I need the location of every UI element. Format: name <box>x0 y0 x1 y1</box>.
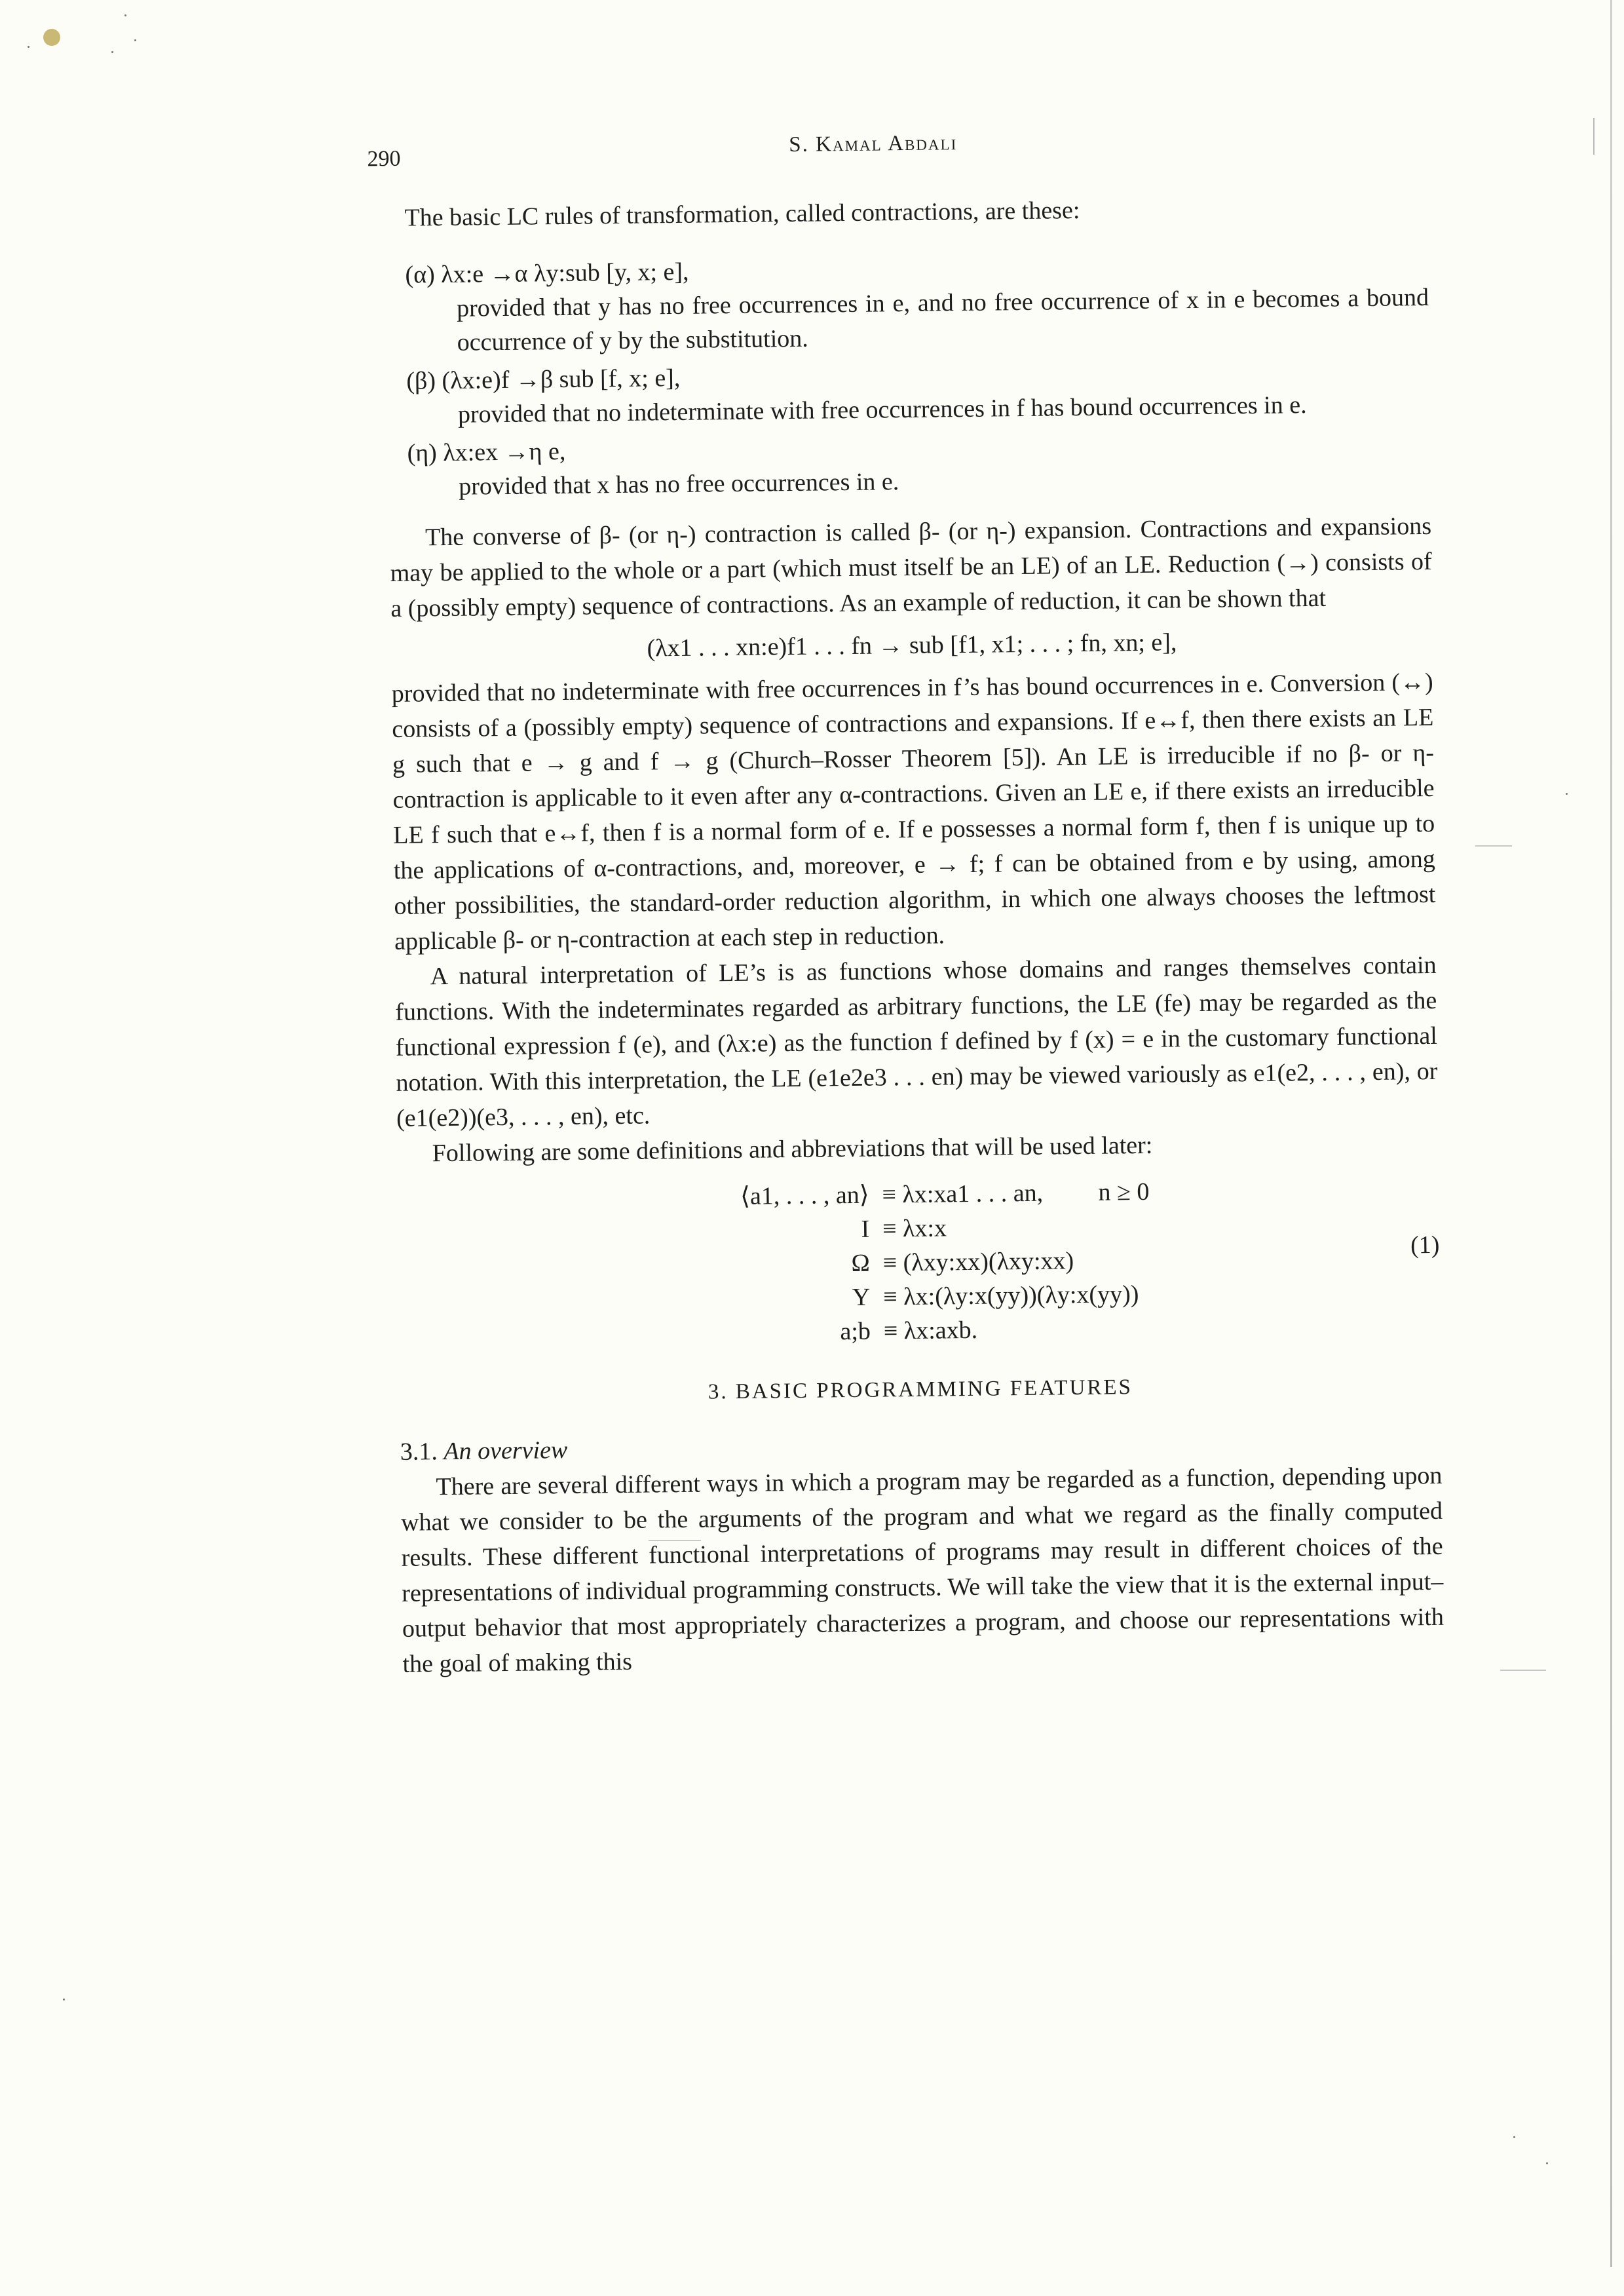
intro-paragraph: The basic LC rules of transformation, called contractions, are these: <box>404 196 1080 232</box>
subsection-number: 3.1. <box>400 1438 438 1466</box>
section-title: 3. BASIC PROGRAMMING FEATURES <box>708 1375 1133 1404</box>
margin-mark <box>1593 118 1595 155</box>
rule-alpha <box>405 246 1429 360</box>
scan-speck <box>1566 793 1568 795</box>
rule-condition: provided that y has no free occurrences in e, and no free occurrence of x in e becomes a bound occurrence of y by the substitution. <box>456 283 1429 356</box>
rule-label: (η) <box>407 439 438 467</box>
paper-right-edge <box>1610 0 1612 2267</box>
scan-speck <box>124 14 126 16</box>
definition-lhs: a;b <box>840 1317 871 1346</box>
rule-label: (β) <box>406 367 436 395</box>
rule-condition: provided that x has no free occurrences in e. <box>458 468 899 501</box>
conversion-paragraph: provided that no indeterminate with free occurrences in f’s has bound occurrences in e. Conversion (↔) consists of a (possibly empty) sequence of contractions and expansions. If e↔f, then there exists an LE g such that e → g and f → g (Church–Rosser Theorem [5]). An LE is irreducible if no β- or η-contraction is applicable to it even after any α-contractions. Given an LE e, if there exists an irreducible LE f such that e↔f, then f is a normal form of e. If e possesses a normal form f, then f is unique up to the applications of α-contractions, and, moreover, e → f; f can be obtained from e by using, among other possibilities, the standard-order reduction algorithm, in which one always chooses the leftmost applicable β- or η-contraction at each step in reduction. <box>391 668 1436 955</box>
definition-rhs: ≡ λx:(λy:x(yy))(λy:x(yy)) <box>883 1280 1139 1311</box>
running-head: S. Kamal Abdali <box>789 131 958 157</box>
scan-speck <box>28 46 29 48</box>
scan-speck <box>1513 2136 1515 2138</box>
reduction-formula: (λx1 . . . xn:e)f1 . . . fn → sub [f1, x1; . . . ; fn, xn; e], <box>647 628 1177 662</box>
rule-eta <box>407 425 1431 505</box>
interpretation-paragraph: A natural interpretation of LE’s is as functions whose domains and ranges themselves contain functions. With the indeterminates regarded as arbitrary functions, the LE (fe) may be regarded as the functional expression f (e), and (λx:e) as the function f defined by f (x) = e in the customary functional notation. With this interpretation, the LE (e1e2e3 . . . en) may be viewed variously as e1(e2, . . . , en), or (e1(e2))(e3, . . . , en), etc. <box>395 951 1438 1132</box>
equation-number: (1) <box>1410 1231 1440 1259</box>
following-paragraph: Following are some definitions and abbreviations that will be used later: <box>432 1131 1153 1168</box>
rule-beta <box>406 353 1430 432</box>
definition-lhs: I <box>861 1215 870 1243</box>
definition-lhs: Ω <box>851 1249 870 1278</box>
definition-lhs: Y <box>852 1283 871 1312</box>
scan-speck <box>63 1999 65 2000</box>
rule-formula: (λx:e)f →β sub [f, x; e], <box>442 364 681 395</box>
margin-dash <box>1475 845 1512 847</box>
definition-condition: n ≥ 0 <box>1098 1177 1150 1206</box>
subsection-title: An overview <box>444 1436 568 1466</box>
converse-paragraph: The converse of β- (or η-) contraction is called β- (or η-) expansion. Contractions and expansions may be applied to the whole or a part (which must itself be an LE) of an LE. Reduction (→) consists of a (possibly empty) sequence of contractions. As an example of reduction, it can be shown that <box>390 512 1432 622</box>
page-header <box>367 117 1427 174</box>
definition-rhs: ≡ λx:xa1 . . . an, <box>882 1179 1044 1209</box>
scan-speck <box>111 51 113 53</box>
paper-stain <box>43 29 60 46</box>
rule-formula: λx:e →α λy:sub [y, x; e], <box>441 258 689 289</box>
rule-label: (α) <box>405 261 435 289</box>
overview-paragraph: There are several different ways in which a program may be regarded as a function, depending upon what we consider to be the arguments of the program and what we regard as the finally computed results. These different functional interpretations of programs may result in different choices of the representations of individual programming constructs. We will take the view that it is the external input–output behavior that most appropriately characterizes a program, and choose our representations with the goal of making this <box>400 1461 1445 1678</box>
body-text-block <box>390 508 1439 1172</box>
scan-speck <box>1546 2162 1548 2164</box>
definition-lhs: ⟨a1, . . . , an⟩ <box>740 1181 869 1210</box>
margin-dash <box>1500 1670 1546 1671</box>
definition-rhs: ≡ (λxy:xx)(λxy:xx) <box>882 1247 1074 1277</box>
scan-speck <box>134 39 136 41</box>
rule-formula: λx:ex →η e, <box>443 437 566 467</box>
contraction-rules <box>405 246 1431 505</box>
definitions-display <box>397 1172 1441 1360</box>
definition-rhs: ≡ λx:axb. <box>883 1316 978 1345</box>
page-number: 290 <box>367 146 401 172</box>
rule-condition: provided that no indeterminate with free occurrences in f has bound occurrences in e. <box>457 391 1307 429</box>
definition-rhs: ≡ λx:x <box>882 1214 947 1243</box>
page-content <box>367 117 1445 1682</box>
